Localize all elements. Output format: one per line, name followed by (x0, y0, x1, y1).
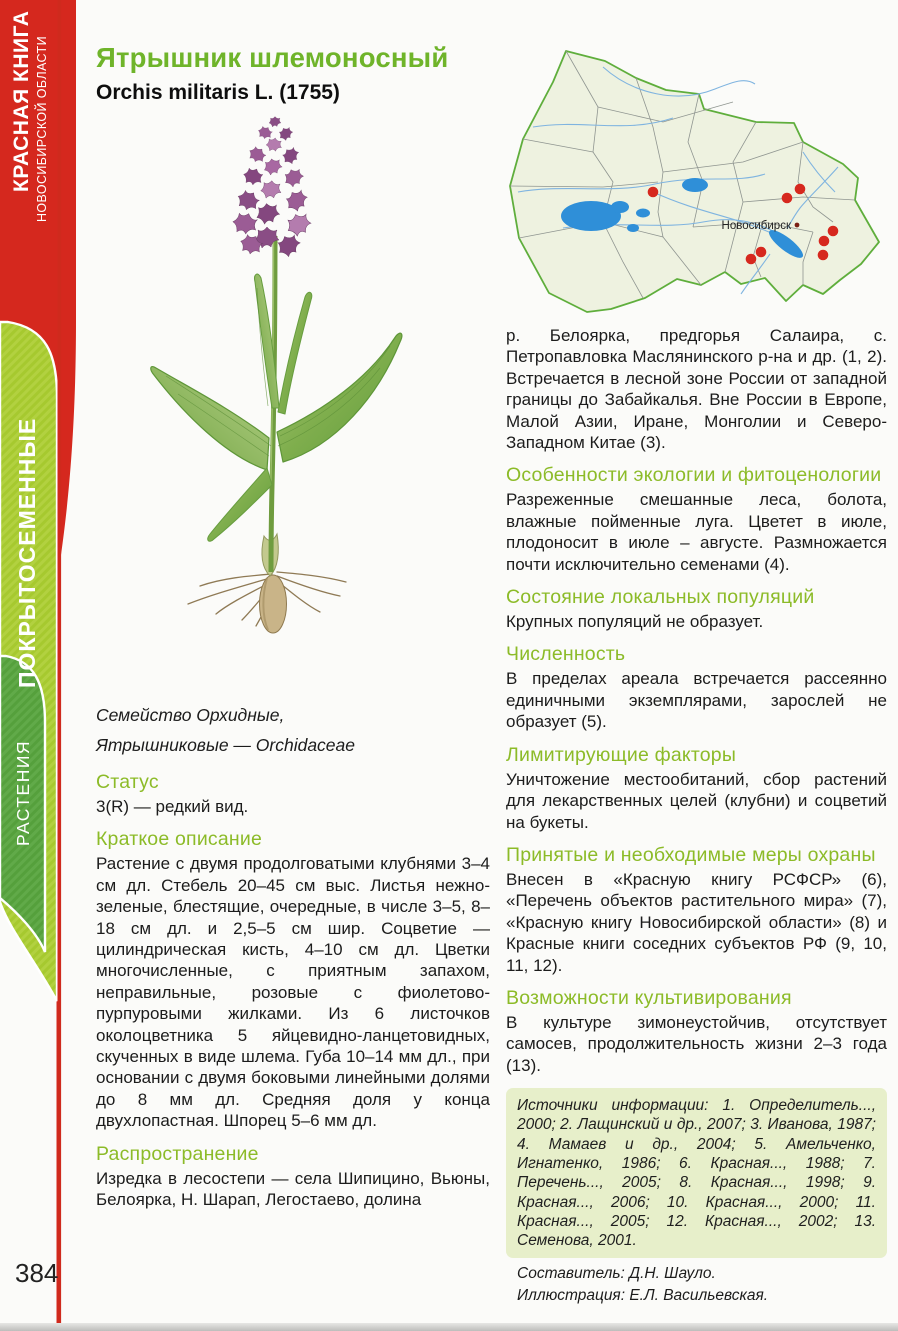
occurrence-dot (648, 187, 659, 198)
family-line-1: Семейство Орхидные, (96, 705, 285, 725)
section-body-protection-measures: Внесен в «Красную книгу РСФСР» (6), «Перечень объектов растительного мира» (7), «Красную книгу Новосибирской области» (8) и Красные книги соседних субъектов РФ (9, 10, 11, 12). (506, 869, 887, 975)
sidebar-tab-angiosperms: ПОКРЫТОСЕМЕННЫЕ (14, 417, 40, 689)
city-label: Новосибирск (721, 220, 791, 232)
left-column (96, 700, 490, 1211)
occurrence-dot (756, 247, 767, 258)
section-heading-status: Статус (96, 771, 159, 793)
flower-spike (230, 117, 313, 260)
species-title: Ятрышник шлемоносный (96, 42, 449, 73)
section-body-abundance: В пределах ареала встречается рассеянно единичными экземплярами, зарослей не образует (5). (506, 669, 887, 732)
occurrence-dot (818, 250, 829, 261)
section-heading-description: Краткое описание (96, 828, 263, 851)
section-heading-cultivation: Возможности культивирования (506, 986, 792, 1009)
section-heading-ecology: Особенности экологии и фитоценологии (506, 464, 882, 487)
plant-illustration (128, 106, 493, 710)
section-body-distribution: Изредка в лесостепи — села Шипицино, Вьюны, Белоярка, Н. Шарап, Легостаево, долина (96, 1168, 490, 1210)
sources-box (506, 1088, 887, 1257)
sources-info: Источники информации: 1. Определитель..., 2000; 2. Лащинский и др., 2007; 3. Иванова, 1987; 4. Мамаев и др., 2004; 5. Амельченко, Игнатенко, 1986; 6. Красная..., 1988; 7. Перечень..., 2005; 8. Красная..., 1998; 9. Красная..., 2006; 10. Красная..., 2000; 11. Красная..., 2005; 12. Красная..., 2002; 13. Семенова, 2001. (517, 1097, 876, 1250)
right-column (506, 325, 887, 1306)
book-title: КРАСНАЯ КНИГА (10, 10, 33, 192)
family-line-2: Ятрышниковые — Orchidaceae (96, 735, 355, 755)
sidebar-tab-plants: РАСТЕНИЯ (13, 739, 33, 847)
section-heading-abundance: Численность (506, 643, 626, 666)
section-body-description: Растение с двумя продолговатыми клубнями 3–4 см дл. Стебель 20–45 см выс. Листья нежно-зеленые, блестящие, очередные, в числе 3–5, 8–18 см дл. и 2,5–5 см шир. Соцветие — цилиндрическая кисть, 4–10 см дл. Цветки многочисленные, с приятным запахом, неправильные, розовые с фиолетово-пурпуровыми жилками. Из 6 листочков околоцветника 5 яйцевидно-ланцетовидных, скученных в виде шлема. Губа 10–14 мм дл., при основании с двумя боковыми линейными долями до 8 мм дл. Средняя доля у конца двухлопастная. Шпорец 5–6 мм дл. (96, 854, 490, 1131)
section-heading-protection-measures: Принятые и необходимые меры охраны (506, 843, 876, 866)
page-number: 384 (15, 1258, 59, 1288)
section-heading-limiting-factors: Лимитирующие факторы (506, 743, 737, 766)
section-heading-distribution: Распространение (96, 1142, 259, 1165)
credits (506, 1258, 887, 1306)
family-name (96, 700, 490, 760)
occurrence-dot (795, 184, 806, 195)
illustrator-credit: Иллюстрация: Е.Л. Васильевская. (517, 1286, 769, 1304)
scan-bottom-edge (0, 1323, 898, 1331)
section-body-limiting-factors: Уничтожение местообитаний, сбор растений для лекарственных целей (клубни) и соцветий на букеты. (506, 769, 887, 832)
occurrence-dot (746, 254, 757, 265)
species-latin-name: Orchis militaris L. (1755) (96, 81, 340, 104)
red-rule (58, 0, 62, 1331)
section-body-local-populations: Крупных популяций не образует. (506, 612, 764, 632)
city-marker (795, 223, 800, 228)
occurrence-dot (828, 226, 839, 237)
section-body-ecology: Разреженные смешанные леса, болота, влажные пойменные луга. Цветет в июле, плодоносит в июле – августе. Размножается почти исключительно семенами (4). (506, 490, 887, 574)
section-body-status: 3(R) — редкий вид. (96, 797, 249, 816)
compiler-credit: Составитель: Д.Н. Шауло. (517, 1264, 716, 1282)
section-heading-local-populations: Состояние локальных популяций (506, 586, 815, 609)
occurrence-dot (782, 193, 793, 204)
book-subtitle: НОВОСИБИРСКОЙ ОБЛАСТИ (35, 36, 49, 222)
distribution-map (503, 32, 891, 324)
section-body-cultivation: В культуре зимонеустойчив, отсутствует самосев, продолжительность жизни 2–3 года (13). (506, 1012, 887, 1075)
distribution-continued: р. Белоярка, предгорья Салаира, с. Петропавловка Маслянинского р-на и др. (1, 2). Встречается в лесной зоне России от западной границы до Забайкалья. Вне России в Европе, Малой Азии, Иране, Монголии и Северо-Западном Китае (3). (506, 326, 887, 453)
occurrence-dot (819, 236, 830, 247)
